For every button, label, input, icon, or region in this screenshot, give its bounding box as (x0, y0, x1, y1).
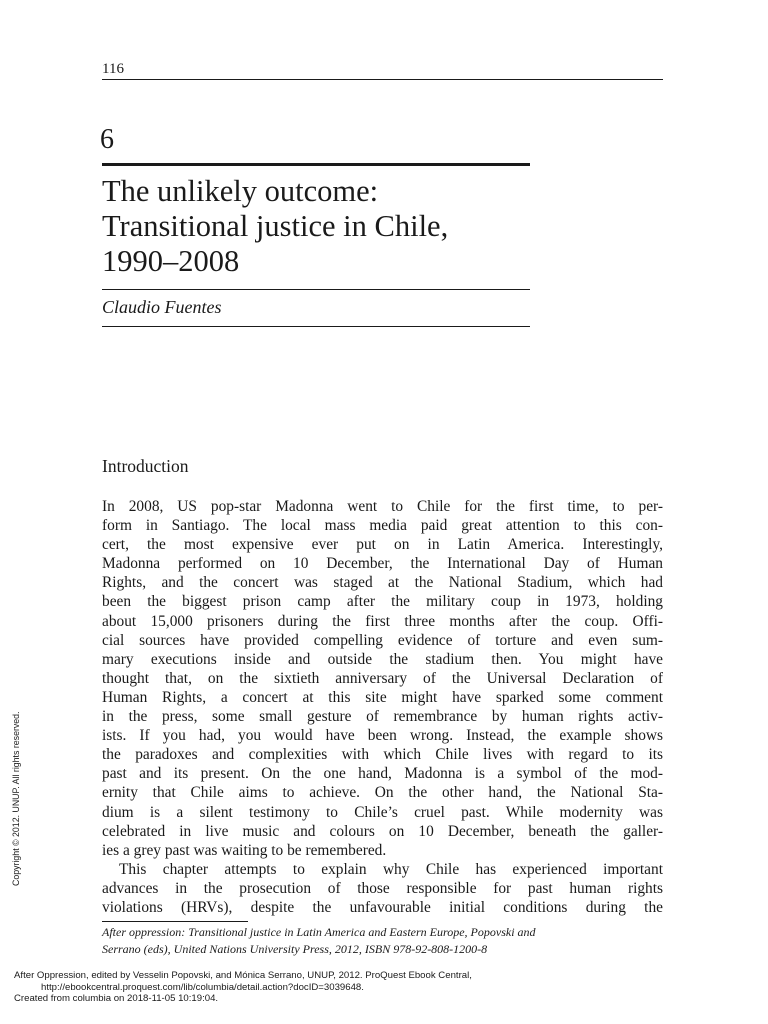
body-line: Madonna performed on 10 December, the International Day of Human (102, 555, 663, 573)
header-rule (102, 79, 663, 80)
body-line: past and its present. On the one hand, Madonna is a symbol of the mod- (102, 765, 663, 783)
chapter-title-line: The unlikely outcome: (102, 174, 379, 208)
body-line: ernity that Chile aims to achieve. On the other hand, the National Sta- (102, 784, 663, 802)
footnote-rule (102, 921, 248, 922)
chapter-title (102, 174, 542, 279)
chapter-title-line: Transitional justice in Chile, (102, 209, 449, 243)
body-line: mary executions inside and outside the stadium then. You might have (102, 650, 663, 668)
citation-line: Created from columbia on 2018-11-05 10:19:04. (14, 993, 219, 1004)
body-line: thought that, on the sixtieth anniversary of the Universal Declaration of (102, 669, 663, 687)
page-number: 116 (102, 61, 124, 77)
author-rule (102, 326, 530, 327)
body-line: the paradoxes and complexities with which Chile lives with regard to its (102, 746, 663, 764)
body-line: form in Santiago. The local mass media paid great attention to this con- (102, 517, 663, 535)
chapter-title-line: 1990–2008 (102, 244, 240, 278)
footnote-line: After oppression: Transitional justice in Latin America and Eastern Europe, Popovski and (102, 925, 536, 939)
body-line: cial sources have provided compelling evidence of torture and even sum- (102, 631, 663, 649)
body-line: cert, the most expensive ever put on in Latin America. Interestingly, (102, 536, 663, 554)
title-rule (102, 289, 530, 290)
ebook-citation (14, 970, 472, 1005)
body-line: ists. If you had, you would have been wrong. Instead, the example shows (102, 727, 663, 745)
footnote (102, 924, 663, 958)
body-line: celebrated in live music and colours on 10 December, beneath the galler- (102, 822, 663, 840)
body-line: Rights, and the concert was staged at the National Stadium, which had (102, 574, 663, 592)
body-line: been the biggest prison camp after the military coup in 1973, holding (102, 593, 663, 611)
section-heading: Introduction (102, 456, 189, 476)
body-line: violations (HRVs), despite the unfavourable initial conditions during the (102, 898, 663, 916)
body-line: advances in the prosecution of those responsible for past human rights (102, 879, 663, 897)
body-line: Human Rights, a concert at this site might have sparked some comment (102, 688, 663, 706)
body-line: dium is a silent testimony to Chile’s cruel past. While modernity was (102, 803, 663, 821)
footnote-line: Serrano (eds), United Nations University Press, 2012, ISBN 978-92-808-1200-8 (102, 942, 488, 956)
chapter-number: 6 (100, 124, 114, 155)
body-line: This chapter attempts to explain why Chile has experienced important (119, 860, 663, 878)
citation-line: After Oppression, edited by Vesselin Popovski, and Mónica Serrano, UNUP, 2012. ProQuest Ebook Central, (14, 970, 472, 981)
body-text (102, 497, 663, 917)
copyright-notice: Copyright © 2012. UNUP. All rights reserved. (11, 711, 21, 886)
body-line: In 2008, US pop-star Madonna went to Chile for the first time, to per- (102, 498, 663, 515)
body-line: ies a grey past was waiting to be remembered. (102, 841, 387, 859)
citation-url[interactable]: http://ebookcentral.proquest.com/lib/columbia/detail.action?docID=3039648. (41, 981, 364, 993)
chapter-author: Claudio Fuentes (102, 297, 222, 317)
body-line: in the press, some small gesture of remembrance by human rights activ- (102, 708, 663, 726)
chapter-rule (102, 163, 530, 166)
body-line: about 15,000 prisoners during the first three months after the coup. Offi- (102, 612, 663, 630)
